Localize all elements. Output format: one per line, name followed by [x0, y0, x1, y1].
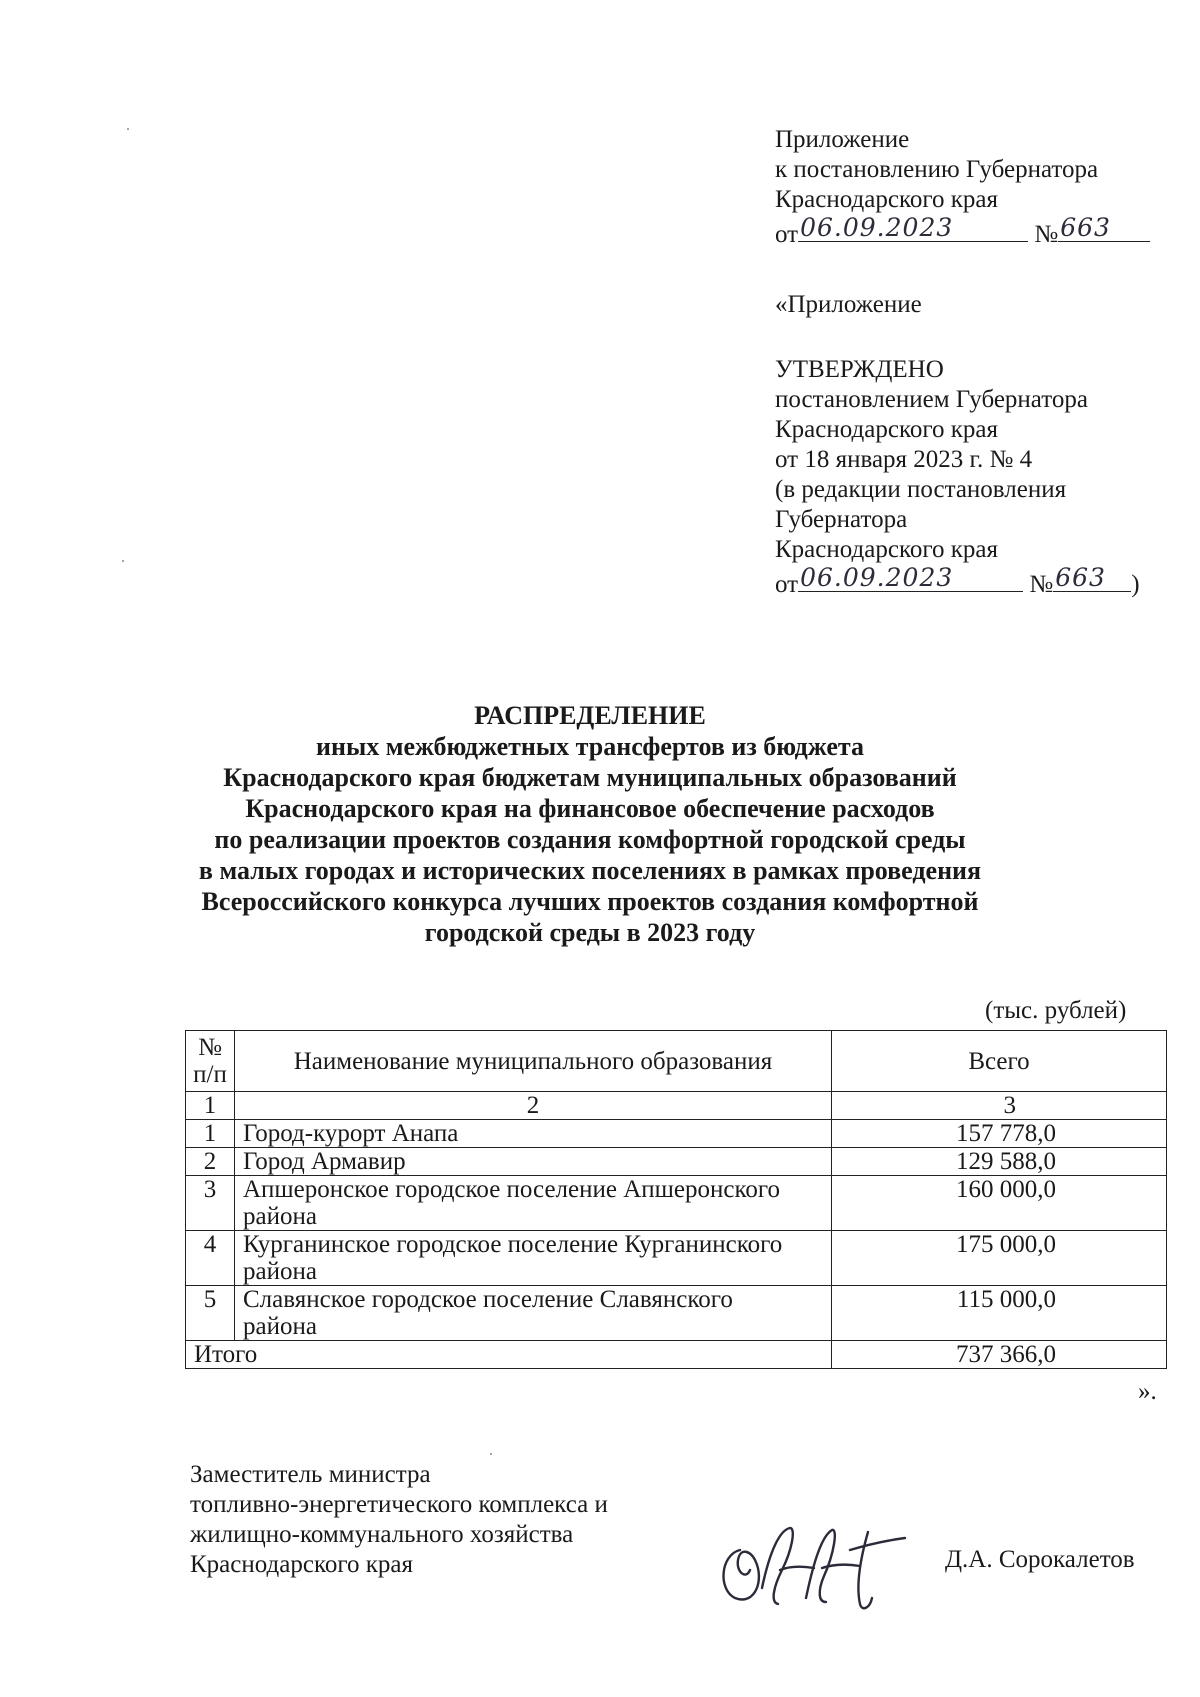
approved-line-6: Губернатора: [775, 506, 908, 533]
approved-date-field: [798, 565, 1023, 592]
approved-number-field: [1053, 565, 1131, 592]
document-title: [150, 700, 1030, 948]
row-name: Город-курорт Анапа: [235, 1120, 832, 1148]
signer-title-line-4: Краснодарского края: [190, 1551, 413, 1578]
row-total: 175 000,0: [832, 1231, 1167, 1286]
appendix-date-line: [775, 215, 1150, 250]
signature-block: [190, 1460, 608, 1580]
number-prefix: №: [1034, 221, 1059, 248]
row-name-line-1: Апшеронское городское поселение Апшеронского: [243, 1176, 780, 1203]
date-field: [798, 215, 1028, 242]
column-numbers-row: [186, 1092, 1167, 1120]
row-name: [235, 1176, 832, 1231]
approved-number-handwritten: 663: [1055, 563, 1106, 592]
handwritten-signature: [710, 1510, 920, 1620]
title-line-5: по реализации проектов создания комфортной городской среды: [214, 825, 966, 854]
row-number: 2: [186, 1148, 235, 1176]
row-name-line-2: района: [243, 1203, 317, 1230]
row-number: 3: [186, 1176, 235, 1231]
header-number-line-1: №: [198, 1034, 222, 1061]
approved-line-7: Краснодарского края: [775, 536, 998, 563]
prior-appendix-label: «Приложение: [775, 291, 922, 318]
total-value: 737 366,0: [832, 1341, 1167, 1369]
number-field: [1058, 215, 1150, 242]
approved-line-2: постановлением Губернатора: [775, 386, 1088, 413]
signer-title-line-3: жилищно-коммунального хозяйства: [190, 1521, 574, 1548]
date-handwritten: 06.09.2023: [800, 213, 954, 242]
row-number: 4: [186, 1231, 235, 1286]
approved-number-prefix: №: [1029, 571, 1054, 598]
header-name: Наименование муниципального образования: [235, 1031, 832, 1092]
approved-line-4: от 18 января 2023 г. № 4: [775, 446, 1033, 473]
approved-closing-paren: ): [1131, 571, 1140, 598]
total-label: Итого: [186, 1341, 832, 1369]
approved-line-3: Краснодарского края: [775, 416, 998, 443]
approved-date-line: [775, 565, 1140, 600]
approved-date-prefix: от: [775, 571, 799, 598]
column-number-2: 2: [235, 1092, 832, 1120]
row-name: [235, 1231, 832, 1286]
approved-line-1: УТВЕРЖДЕНО: [775, 356, 944, 383]
header-total: Всего: [832, 1031, 1167, 1092]
signer-name: Д.А. Сорокалетов: [945, 1546, 1135, 1573]
column-number-3: 3: [832, 1092, 1167, 1120]
table-header-row: [186, 1031, 1167, 1092]
title-line-3: Краснодарского края бюджетам муниципальных образований: [223, 763, 957, 792]
appendix-block: [775, 125, 1150, 250]
title-line-1: РАСПРЕДЕЛЕНИЕ: [474, 701, 706, 730]
appendix-line-3: Краснодарского края: [775, 186, 998, 213]
title-line-2: иных межбюджетных трансфертов из бюджета: [316, 732, 864, 761]
row-name-line-1: Курганинское городское поселение Курганинского: [243, 1231, 783, 1258]
title-line-7: Всероссийского конкурса лучших проектов создания комфортной: [201, 887, 979, 916]
scan-speck: [122, 560, 124, 562]
number-handwritten: 663: [1060, 213, 1111, 242]
row-number: 1: [186, 1120, 235, 1148]
row-total: 115 000,0: [832, 1286, 1167, 1341]
row-name: [235, 1286, 832, 1341]
approved-date-handwritten: 06.09.2023: [800, 563, 954, 592]
row-number: 5: [186, 1286, 235, 1341]
date-prefix: от: [775, 221, 799, 248]
title-line-8: городской среды в 2023 году: [424, 918, 756, 947]
row-name-line-2: района: [243, 1258, 317, 1285]
row-name: Город Армавир: [235, 1148, 832, 1176]
approved-line-5: (в редакции постановления: [775, 476, 1067, 503]
approved-block: [775, 355, 1140, 600]
title-line-6: в малых городах и исторических поселениях в рамках проведения: [198, 856, 982, 885]
closing-quote: ».: [1138, 1378, 1157, 1405]
table-row: [186, 1120, 1167, 1148]
distribution-table: [185, 1030, 1167, 1369]
header-number-line-2: п/п: [193, 1061, 227, 1088]
header-number: [186, 1031, 235, 1092]
table-row: [186, 1286, 1167, 1341]
signer-title-line-2: топливно-энергетического комплекса и: [190, 1491, 608, 1518]
row-name-line-2: района: [243, 1313, 317, 1340]
row-total: 160 000,0: [832, 1176, 1167, 1231]
units-label: (тыс. рублей): [985, 997, 1127, 1024]
column-number-1: 1: [186, 1092, 235, 1120]
row-total: 157 778,0: [832, 1120, 1167, 1148]
table-row: [186, 1231, 1167, 1286]
scan-speck: [490, 1453, 492, 1455]
appendix-line-2: к постановлению Губернатора: [775, 156, 1099, 183]
appendix-line-1: Приложение: [775, 126, 910, 153]
table-row: [186, 1176, 1167, 1231]
table-row: [186, 1148, 1167, 1176]
row-total: 129 588,0: [832, 1148, 1167, 1176]
scan-speck: [127, 128, 129, 130]
signer-title-line-1: Заместитель министра: [190, 1461, 431, 1488]
row-name-line-1: Славянское городское поселение Славянского: [243, 1286, 733, 1313]
title-line-4: Краснодарского края на финансовое обеспечение расходов: [245, 794, 935, 823]
table-total-row: [186, 1341, 1167, 1369]
